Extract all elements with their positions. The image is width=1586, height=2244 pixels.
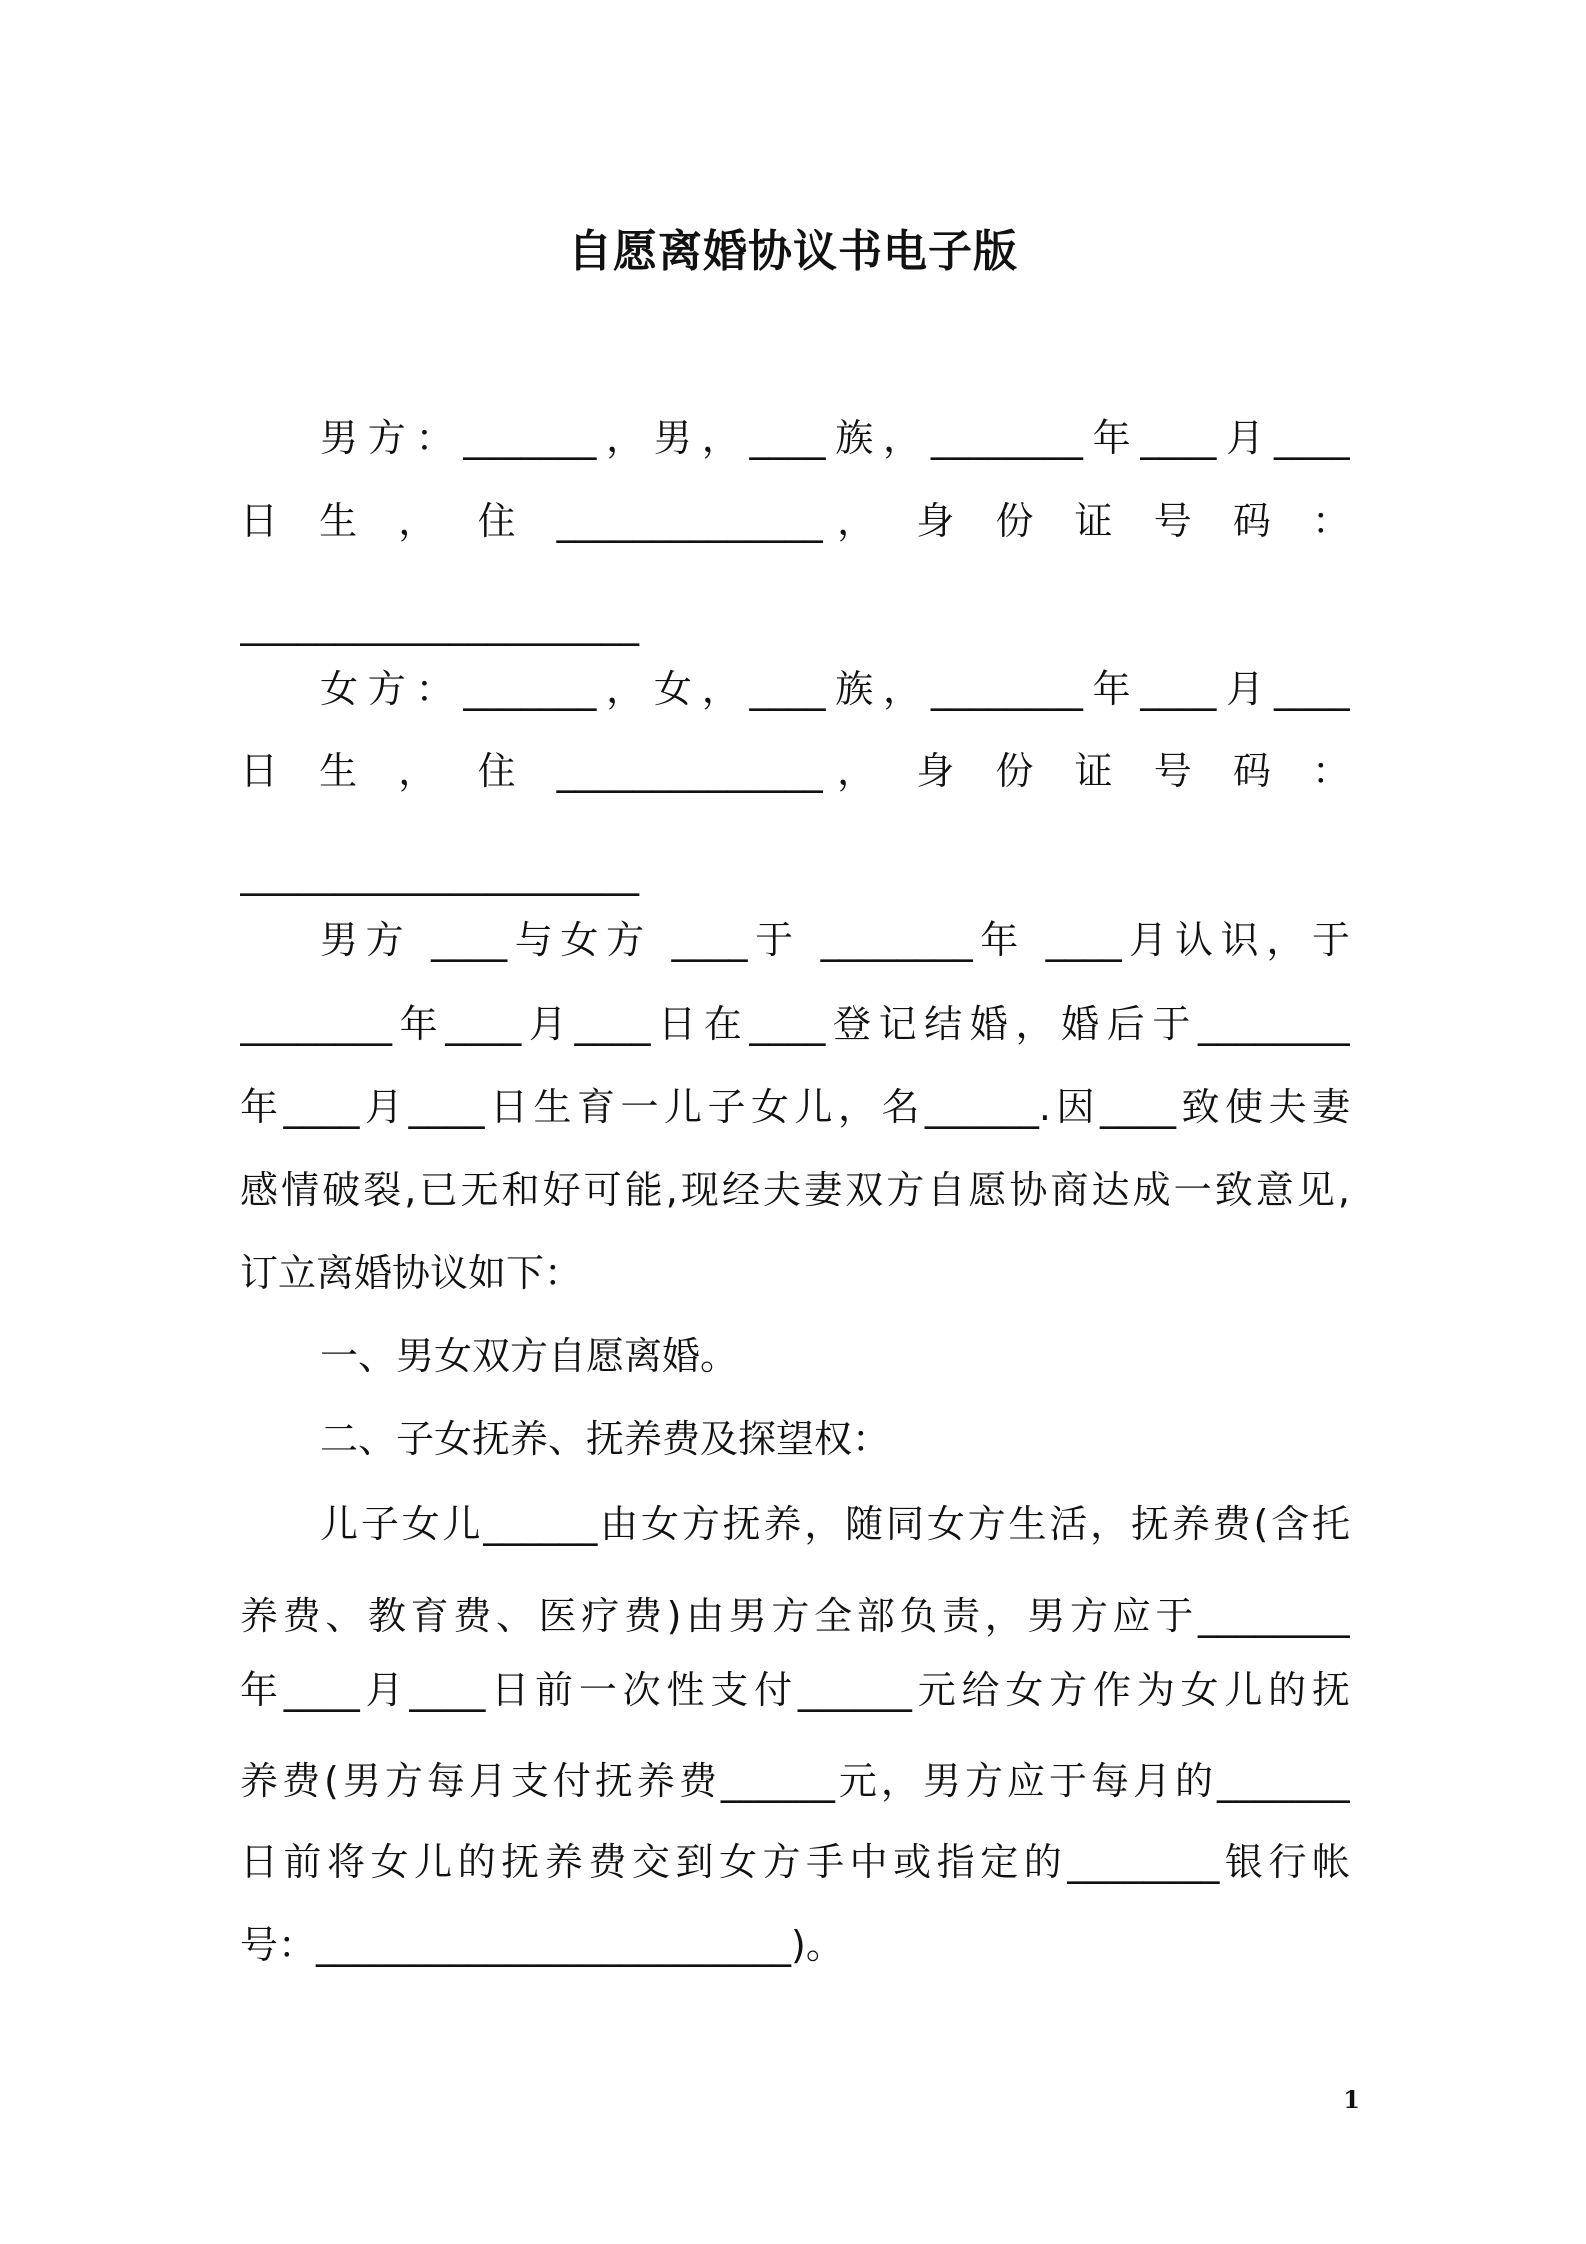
page-number: 1 <box>1343 2085 1360 2114</box>
text-line: 养费、教育费、医疗费)由男方全部负责，男方应于________ <box>240 1594 1350 1638</box>
text-line: 日 生 ， 住 ______________， 身 份 证 号 码 ： <box>240 749 1350 793</box>
text-line: 男方：_______，男，____族，________年____月____ <box>320 416 1350 460</box>
text-line: 儿子女儿______由女方抚养，随同女方生活，抚养费(含托 <box>320 1502 1350 1546</box>
text-line: _____________________ <box>240 852 639 896</box>
text-line: 年____月____日生育一儿子女儿，名______.因____致使夫妻 <box>240 1085 1350 1129</box>
text-line: 日前将女儿的抚养费交到女方手中或指定的________银行帐 <box>240 1840 1350 1884</box>
text-line: 年____月____日前一次性支付______元给女方作为女儿的抚 <box>240 1668 1350 1712</box>
text-line: 男方 ____与女方 ____于 ________年 ____月认识，于 <box>320 918 1350 962</box>
text-line: ________年____月____日在____登记结婚，婚后于________ <box>240 1002 1350 1046</box>
text-line: 感情破裂,已无和好可能,现经夫妻双方自愿协商达成一致意见, <box>240 1168 1350 1212</box>
text-line: 订立离婚协议如下： <box>240 1251 583 1295</box>
text-line: 日 生 ， 住 ______________， 身 份 证 号 码 ： <box>240 499 1350 543</box>
text-line: 女方：_______，女，____族，________年____月____ <box>320 667 1350 711</box>
text-line: 号：_________________________)。 <box>240 1923 844 1967</box>
text-line: 养费(男方每月支付抚养费______元，男方应于每月的_______ <box>240 1759 1350 1803</box>
section-heading: 一、男女双方自愿离婚。 <box>320 1334 739 1378</box>
text-line: _____________________ <box>240 602 639 646</box>
section-heading: 二、子女抚养、抚养费及探望权： <box>320 1417 891 1461</box>
document-title: 自愿离婚协议书电子版 <box>568 226 1018 277</box>
